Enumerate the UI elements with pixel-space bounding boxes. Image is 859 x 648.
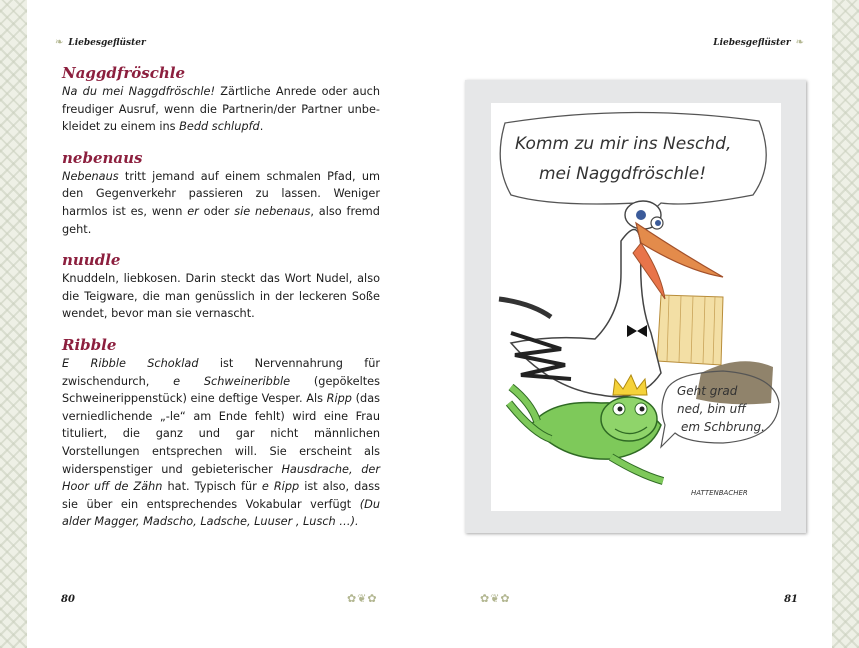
italic-text-run: Hausdrache, der Hoor uff de Zähn [62, 462, 380, 494]
dictionary-entries [62, 64, 380, 544]
left-page [27, 0, 427, 648]
cartoon-frame [465, 80, 806, 533]
headword: Naggdfröschle [62, 64, 185, 82]
entry-ribble [62, 336, 380, 531]
text-run: ist also, dass sie über ein entsprechendes Vokabular verfügt [62, 480, 381, 511]
text-run: Zärtliche Anrede oder auch freudiger Ausruf, wenn die Partnerin/der Partner unbekleidet zu einem ins [62, 85, 380, 134]
footer-ornament-icon: ✿❦✿ [347, 592, 378, 605]
left-running-header [55, 37, 146, 48]
entry-nebenaus [62, 149, 380, 238]
running-title: Liebesgeflüster [68, 37, 146, 48]
text-run: . [259, 120, 264, 134]
text-run: Knuddeln, liebkosen. Darin steckt das Wort Nudel, also die Teigware, die man genüsslich in der leckeren Soße wendet, bevor man sie vernascht. [62, 272, 380, 321]
stork-frog-cartoon [491, 103, 781, 511]
right-running-header [713, 37, 804, 48]
left-decorative-border [0, 0, 27, 648]
headword: nebenaus [62, 148, 143, 167]
text-run: tritt jemand auf einem schmalen Pfad, um den Gegenverkehr passieren zu lassen. Weniger harmlos ist es, wenn [62, 169, 380, 218]
italic-text-run: Bedd schlupfd [179, 120, 260, 134]
speech-top-line1: Komm zu mir ins Neschd, [515, 134, 732, 154]
text-run: (gepökeltes Schweinerippenstück) eine deftige Vesper. Als [62, 374, 380, 406]
speech-frog-line3: em Schbrung. [681, 420, 765, 434]
leaf-ornament-icon: ❧ [55, 37, 64, 48]
entry-nuudle [62, 251, 380, 323]
speech-frog-line2: ned, bin uff [677, 402, 746, 416]
artist-signature: HATTENBACHER [691, 489, 748, 497]
italic-text-run: Nebenaus [62, 169, 119, 183]
text-run: oder [198, 204, 235, 218]
cartoon-illustration [491, 103, 781, 511]
running-title: Liebesgeflüster [713, 37, 791, 48]
headword: nuudle [62, 251, 121, 270]
definition [62, 83, 380, 136]
leaf-ornament-icon: ❧ [795, 37, 804, 48]
italic-text-run: Ripp [326, 392, 352, 406]
headword: Ribble [62, 335, 117, 354]
definition [62, 168, 380, 238]
italic-text-run: e Schweineribble [173, 374, 291, 388]
right-decorative-border [832, 0, 859, 648]
italic-text-run: er [187, 204, 199, 218]
italic-text-run: Na du mei Naggdfröschle! [62, 85, 215, 98]
page-number-right: 81 [784, 594, 798, 605]
italic-text-run: E Ribble Schoklad [62, 356, 199, 370]
page-number-left: 80 [61, 594, 75, 605]
italic-text-run: (Du alder Magger, Madscho, Ladsche, Luuser , Lusch …). [62, 497, 380, 529]
text-run: , also fremd geht. [62, 204, 380, 236]
speech-frog-line1: Geht grad [677, 384, 738, 398]
footer-ornament-icon: ✿❦✿ [480, 592, 511, 605]
speech-top-line2: mei Naggdfröschle! [539, 164, 707, 184]
definition [62, 355, 380, 531]
text-run: ist Nervennahrung für zwischendurch, [62, 356, 381, 388]
text-run: (das verniedlichende „-le“ am Ende fehlt) wird eine Frau tituliert, die ganz und gar nicht männlichen Vorstellungen entsprechen will. Sie erscheint als widerspenstiger und gebieterischer [62, 392, 380, 476]
italic-text-run: e Ripp [261, 480, 300, 494]
definition [62, 270, 380, 323]
italic-text-run: sie nebenaus [234, 204, 311, 218]
entry-naggdfroeschle [62, 64, 380, 136]
text-run: hat. Typisch für [162, 480, 262, 494]
